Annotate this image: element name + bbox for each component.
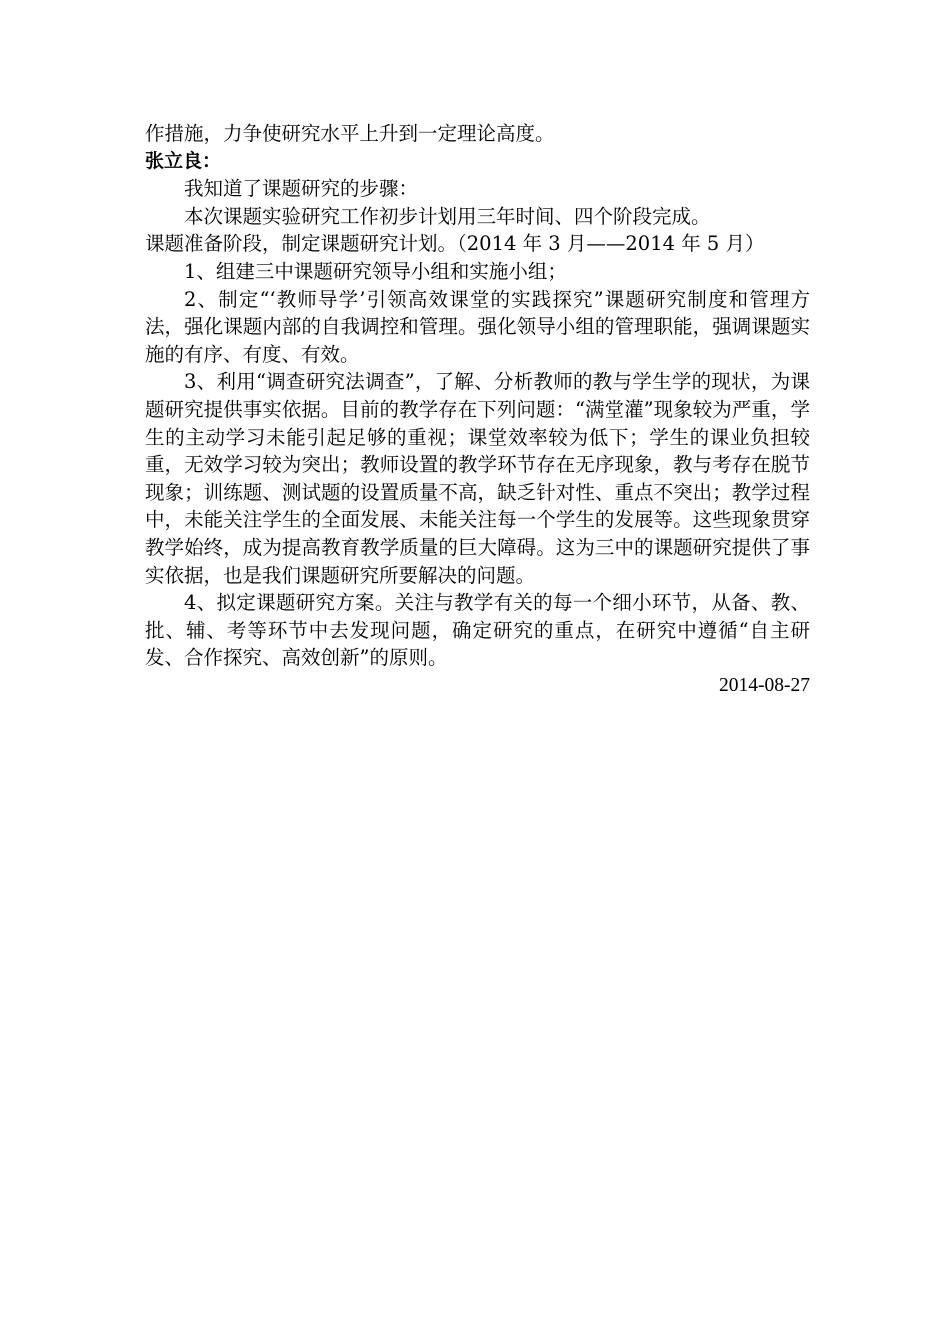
step-2-paragraph: 2、制定“‘教师导学’引领高效课堂的实践探究”课题研究制度和管理方法，强化课题内部的自我调控和管理。强化领导小组的管理职能，强调课题实施的有序、有度、有效。	[145, 287, 810, 366]
document-body	[145, 120, 810, 699]
plan-paragraph: 本次课题实验研究工作初步计划用三年时间、四个阶段完成。	[184, 204, 711, 228]
intro-paragraph: 我知道了课题研究的步骤：	[184, 177, 419, 201]
step-1-paragraph: 1、组建三中课题研究领导小组和实施小组；	[184, 259, 567, 283]
speaker-name: 张立良：	[145, 149, 222, 172]
preparation-stage-paragraph: 课题准备阶段，制定课题研究计划。（2014 年 3 月——2014 年 5 月）	[145, 232, 765, 256]
step-4-paragraph: 4、拟定课题研究方案。关注与教学有关的每一个细小环节，从备、教、批、辅、考等环节中去发现问题，确定研究的重点，在研究中遵循“自主研发、合作探究、高效创新”的原则。	[145, 591, 810, 670]
step-3-paragraph: 3、利用“调查研究法调查”，了解、分析教师的教与学生学的现状，为课题研究提供事实依据。目前的教学存在下列问题：“满堂灌”现象较为严重，学生的主动学习未能引起足够的重视；课堂效率较为低下；学生的课业负担较重，无效学习较为突出；教师设置的教学环节存在无序现象，教与考存在脱节现象；训练题、测试题的设置质量不高，缺乏针对性、重点不突出；教学过程中，未能关注学生的全面发展、未能关注每一个学生的发展等。这些现象贯穿教学始终，成为提高教育教学质量的巨大障碍。这为三中的课题研究提供了事实依据，也是我们课题研究所要解决的问题。	[145, 370, 810, 587]
continuation-paragraph: 作措施，力争使研究水平上升到一定理论高度。	[145, 122, 555, 145]
document-date: 2014-08-27	[719, 674, 810, 696]
